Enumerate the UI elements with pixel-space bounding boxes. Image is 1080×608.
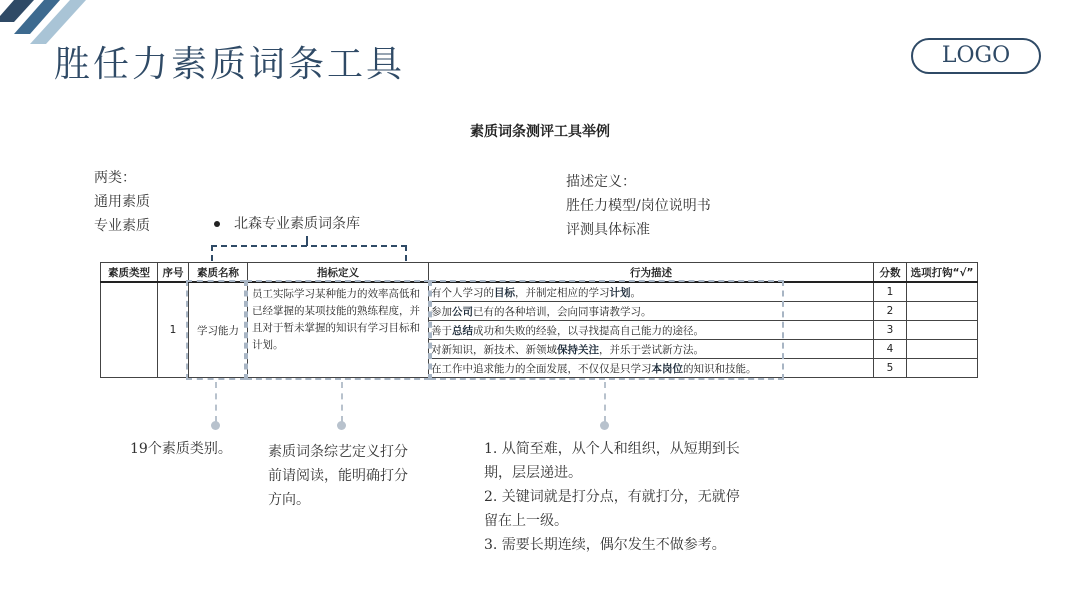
header-cell: 分数 [874, 263, 907, 283]
check-cell[interactable] [907, 302, 978, 321]
header-cell: 行为描述 [429, 263, 874, 283]
page-title: 胜任力素质词条工具 [54, 44, 406, 85]
note-line: 2. 关键词就是打分点，有就打分，无就停 [484, 489, 740, 505]
note-line: 期，层层递进。 [484, 465, 582, 481]
header-cell: 选项打钩“√” [907, 263, 978, 283]
header-cell: 序号 [158, 263, 189, 283]
note-line: 留在上一级。 [484, 513, 568, 529]
check-cell[interactable] [907, 340, 978, 359]
behavior-cell: 参加公司已有的各种培训，会向同事请教学习。 [429, 302, 874, 321]
category-block [94, 166, 150, 238]
check-cell[interactable] [907, 359, 978, 378]
definition-block [566, 170, 711, 242]
note-line: 方向。 [268, 492, 310, 508]
category-line: 通用素质 [94, 194, 150, 210]
score-cell: 1 [874, 282, 907, 302]
definition-line: 描述定义： [566, 174, 636, 190]
logo-badge: LOGO [911, 38, 1041, 74]
type-cell [101, 282, 158, 378]
note-categories: 19个素质类别。 [130, 441, 232, 457]
score-cell: 2 [874, 302, 907, 321]
table-caption: 素质词条测评工具举例 [470, 124, 610, 140]
definition-line: 胜任力模型/岗位说明书 [566, 198, 711, 214]
check-cell[interactable] [907, 282, 978, 302]
header-cell: 指标定义 [248, 263, 429, 283]
connector-dot [337, 421, 346, 430]
connector-dot [600, 421, 609, 430]
name-highlight-box [186, 280, 246, 380]
connector-dot [211, 421, 220, 430]
definition-line: 评测具体标准 [566, 222, 650, 238]
behavior-cell: 有个人学习的目标，并制定相应的学习计划。 [429, 282, 874, 302]
definition-highlight-box [246, 280, 430, 380]
behavior-highlight-box [430, 280, 784, 380]
library-bullet [214, 213, 360, 233]
note-line: 1. 从简至难，从个人和组织，从短期到长 [484, 441, 740, 457]
behavior-cell: 对新知识，新技术、新领域保持关注，并乐于尝试新方法。 [429, 340, 874, 359]
score-cell: 4 [874, 340, 907, 359]
index-cell: 1 [158, 282, 189, 378]
bracket-stem [306, 236, 308, 246]
header-cell: 素质名称 [189, 263, 248, 283]
note-definition [268, 440, 408, 512]
header-cell: 素质类型 [101, 263, 158, 283]
note-line: 3. 需要长期连续，偶尔发生不做参考。 [484, 537, 726, 553]
name-cell: 学习能力 [189, 282, 248, 378]
check-cell[interactable] [907, 321, 978, 340]
category-line: 两类： [94, 170, 136, 186]
header-bracket [211, 245, 407, 261]
connector-line [604, 382, 606, 422]
library-label: 北森专业素质词条库 [234, 216, 360, 232]
score-cell: 3 [874, 321, 907, 340]
behavior-cell: 善于总结成功和失败的经验，以寻找提高自己能力的途径。 [429, 321, 874, 340]
connector-line [341, 382, 343, 422]
definition-cell: 员工实际学习某种能力的效率高低和已经掌握的某项技能的熟练程度，并且对于暂未掌握的知识有学习目标和计划。 [248, 282, 429, 378]
behavior-cell: 在工作中追求能力的全面发展，不仅仅是只学习本岗位的知识和技能。 [429, 359, 874, 378]
note-behavior [484, 437, 740, 557]
score-cell: 5 [874, 359, 907, 378]
category-line: 专业素质 [94, 218, 150, 234]
note-line: 素质词条综艺定义打分 [268, 444, 408, 460]
connector-line [215, 382, 217, 422]
bullet-dot [214, 221, 220, 227]
note-line: 前请阅读，能明确打分 [268, 468, 408, 484]
